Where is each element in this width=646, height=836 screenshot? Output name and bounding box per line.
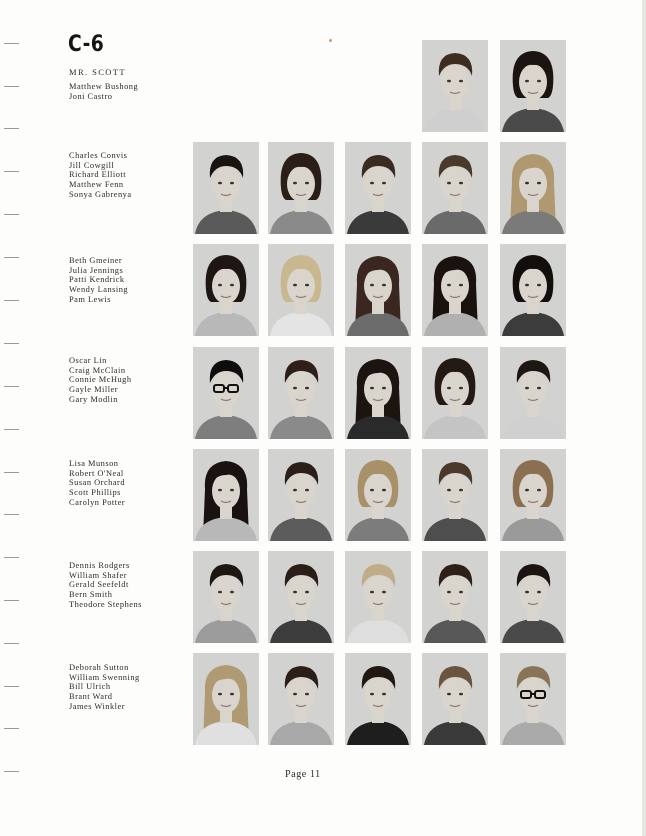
- student-portrait: [345, 653, 411, 745]
- student-name: Joni Castro: [69, 91, 113, 101]
- student-name: Jill Cowgill: [69, 160, 115, 170]
- student-name-list: [69, 459, 125, 508]
- student-name: Scott Phillips: [69, 488, 121, 498]
- student-name: Wendy Lansing: [69, 285, 129, 295]
- student-name-list: [69, 151, 132, 200]
- student-name: Connie McHugh: [69, 375, 132, 385]
- student-name: Bill Ulrich: [69, 682, 111, 692]
- student-portrait: [500, 244, 566, 336]
- student-name: Richard Elliott: [69, 170, 127, 180]
- student-name: Gary Modlin: [69, 394, 118, 404]
- student-name: Carolyn Potter: [69, 497, 126, 507]
- student-portrait: [422, 653, 488, 745]
- student-portrait: [193, 653, 259, 745]
- page-edge-shadow: [642, 0, 646, 836]
- student-name: Craig McClain: [69, 365, 126, 375]
- student-portrait: [193, 551, 259, 643]
- student-portrait: [500, 449, 566, 541]
- student-portrait: [422, 142, 488, 234]
- binder-tick-mark: [4, 386, 19, 387]
- student-portrait: [268, 551, 334, 643]
- student-portrait: [500, 40, 566, 132]
- student-portrait: [422, 551, 488, 643]
- student-portrait: [268, 653, 334, 745]
- student-name-list: [69, 356, 132, 405]
- student-name: William Swenning: [69, 672, 140, 682]
- teacher-name: MR. SCOTT: [69, 67, 126, 77]
- student-name: William Shafer: [69, 570, 128, 580]
- binder-tick-mark: [4, 472, 19, 473]
- student-portrait: [500, 653, 566, 745]
- binder-tick-mark: [4, 86, 19, 87]
- student-name: Oscar Lin: [69, 356, 107, 365]
- binder-tick-mark: [4, 686, 19, 687]
- binder-tick-mark: [4, 171, 19, 172]
- student-name: Susan Orchard: [69, 478, 126, 488]
- binder-tick-mark: [4, 128, 19, 129]
- binder-tick-mark: [4, 643, 19, 644]
- binder-tick-mark: [4, 557, 19, 558]
- student-portrait: [268, 347, 334, 439]
- student-portrait: [193, 347, 259, 439]
- student-name: Patti Kendrick: [69, 275, 125, 285]
- student-name-list: [69, 663, 140, 712]
- student-portrait: [500, 142, 566, 234]
- student-portrait: [500, 551, 566, 643]
- student-name: Bern Smith: [69, 590, 113, 600]
- student-name: Gayle Miller: [69, 385, 119, 395]
- binder-tick-mark: [4, 214, 19, 215]
- binder-tick-mark: [4, 514, 19, 515]
- student-name: Dennis Rodgers: [69, 561, 130, 570]
- student-portrait: [345, 244, 411, 336]
- student-name: Pam Lewis: [69, 294, 111, 304]
- student-name: Matthew Fenn: [69, 180, 124, 190]
- student-name: Sonya Gabrenya: [69, 189, 132, 199]
- binder-tick-mark: [4, 429, 19, 430]
- student-name: Brant Ward: [69, 692, 113, 702]
- student-portrait: [500, 347, 566, 439]
- student-name: Lisa Munson: [69, 459, 119, 468]
- student-portrait: [268, 244, 334, 336]
- binder-tick-mark: [4, 300, 19, 301]
- student-portrait: [422, 347, 488, 439]
- student-portrait: [422, 244, 488, 336]
- paper-speck: [329, 39, 332, 42]
- student-portrait: [193, 142, 259, 234]
- student-name: Julia Jennings: [69, 265, 124, 275]
- student-name: Charles Convis: [69, 151, 128, 160]
- binder-tick-mark: [4, 343, 19, 344]
- page-number: Page 11: [285, 769, 321, 780]
- binder-tick-mark: [4, 728, 19, 729]
- student-name-list: [69, 561, 142, 610]
- student-portrait: [268, 142, 334, 234]
- student-portrait: [268, 449, 334, 541]
- student-portrait: [345, 347, 411, 439]
- student-name-list: [69, 82, 138, 101]
- class-code-heading: C-6: [68, 32, 105, 57]
- student-name: Gerald Seefeldt: [69, 580, 129, 590]
- student-name-list: [69, 256, 128, 305]
- student-portrait: [422, 40, 488, 132]
- student-name: James Winkler: [69, 701, 126, 711]
- binder-tick-mark: [4, 600, 19, 601]
- student-name: Deborah Sutton: [69, 663, 129, 672]
- student-name: Matthew Bushong: [69, 82, 139, 91]
- student-name: Beth Gmeiner: [69, 256, 123, 265]
- student-portrait: [345, 449, 411, 541]
- binder-tick-mark: [4, 771, 19, 772]
- student-name: Theodore Stephens: [69, 599, 142, 609]
- student-portrait: [345, 551, 411, 643]
- binder-tick-mark: [4, 257, 19, 258]
- student-portrait: [345, 142, 411, 234]
- student-name: Robert O'Neal: [69, 468, 124, 478]
- student-portrait: [193, 449, 259, 541]
- student-portrait: [422, 449, 488, 541]
- student-portrait: [193, 244, 259, 336]
- binder-tick-mark: [4, 43, 19, 44]
